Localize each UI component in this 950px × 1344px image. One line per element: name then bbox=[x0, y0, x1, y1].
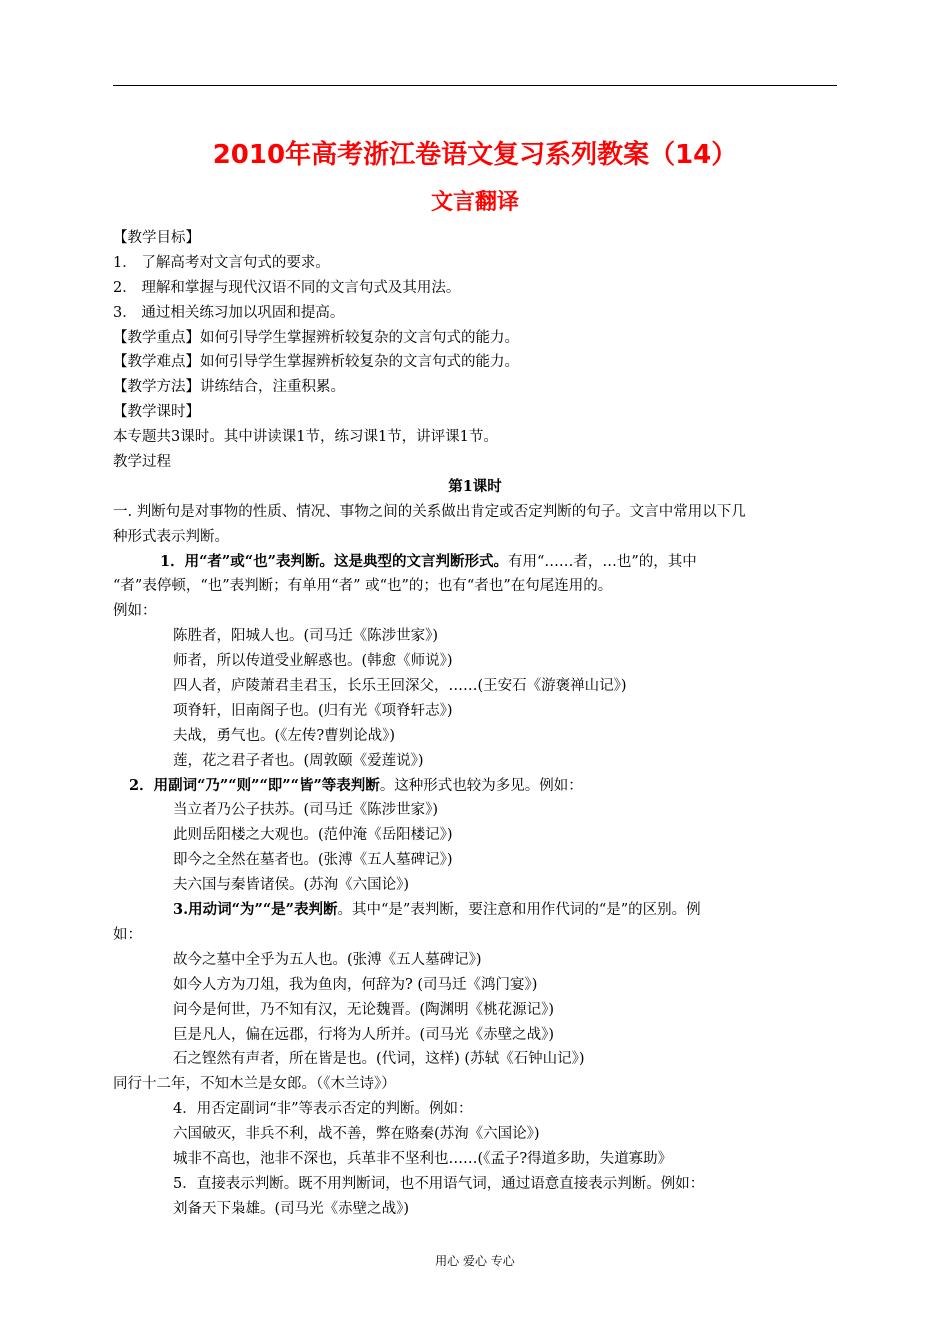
normal-text: 。其中“是”表判断，要注意和用作代词的“是”的区别。例 bbox=[337, 902, 701, 919]
page-footer: 用心 爱心 专心 bbox=[435, 1254, 515, 1268]
paragraph-line: 4．用否定副词“非”等表示否定的判断。例如： bbox=[173, 1101, 473, 1118]
paragraph-line: 【教学难点】如何引导学生掌握辨析较复杂的文言句式的能力。 bbox=[113, 354, 519, 371]
lesson-heading: 第1课时 bbox=[448, 477, 502, 495]
example-line: 四人者，庐陵萧君圭君玉，长乐王回深父，……(王安石《游褒禅山记》) bbox=[173, 678, 627, 695]
example-line: 如今人方为刀俎，我为鱼肉，何辞为? (司马迁《鸿门宴》) bbox=[173, 976, 538, 993]
document-title: 2010年高考浙江卷语文复习系列教案（14） bbox=[212, 140, 738, 170]
paragraph-line bbox=[113, 550, 837, 575]
example-line: 夫战，勇气也。(《左传?曹刿论战》) bbox=[173, 727, 396, 744]
example-line: 夫六国与秦皆诸侯。(苏洵《六国论》) bbox=[173, 877, 410, 894]
paragraph-line: 如： bbox=[113, 926, 142, 943]
paragraph-line: 教学过程 bbox=[113, 454, 171, 471]
paragraph-line: “者”表停顿，“也”表判断；有单用“者” 或“也”的；也有“者也”在句尾连用的。 bbox=[113, 578, 613, 595]
section-heading: 【教学课时】 bbox=[113, 404, 200, 421]
paragraph-line: 2． 理解和掌握与现代汉语不同的文言句式及其用法。 bbox=[113, 279, 461, 296]
example-line: 刘备天下枭雄。(司马光《赤壁之战》) bbox=[173, 1200, 410, 1217]
example-line: 师者，所以传道受业解惑也。(韩愈《师说》) bbox=[173, 653, 453, 670]
paragraph-line: 一. 判断句是对事物的性质、情况、事物之间的关系做出肯定或否定判断的句子。文言中常用以下几 bbox=[113, 503, 746, 520]
bold-text: 1．用“者”或“也”表判断。这是典型的文言判断形式。 bbox=[160, 552, 508, 570]
paragraph-line: 3． 通过相关练习加以巩固和提高。 bbox=[113, 304, 345, 321]
example-line: 城非不高也，池非不深也，兵革非不坚利也……(《孟子?得道多助，失道寡助》 bbox=[173, 1150, 673, 1167]
paragraph-line: 【教学重点】如何引导学生掌握辨析较复杂的文言句式的能力。 bbox=[113, 329, 519, 346]
example-line: 陈胜者，阳城人也。(司马迁《陈涉世家》) bbox=[173, 628, 439, 645]
paragraph-line: 1． 了解高考对文言句式的要求。 bbox=[113, 254, 330, 271]
bold-text: 2．用副词“乃”“则”“即”“皆”等表判断 bbox=[129, 776, 380, 794]
document-body bbox=[113, 226, 837, 1222]
example-line: 此则岳阳楼之大观也。(范仲淹《岳阳楼记》) bbox=[173, 827, 453, 844]
section-heading: 【教学目标】 bbox=[113, 230, 200, 246]
example-line: 当立者乃公子扶苏。(司马迁《陈涉世家》) bbox=[173, 802, 439, 819]
paragraph-line: 本专题共3课时。其中讲读课1节，练习课1节，讲评课1节。 bbox=[113, 429, 498, 446]
paragraph-line: 例如： bbox=[113, 603, 157, 620]
bold-text: 3.用动词“为”“是”表判断 bbox=[173, 901, 338, 919]
paragraph-line bbox=[113, 774, 837, 799]
example-line: 问今是何世，乃不知有汉，无论魏晋。(陶渊明《桃花源记》) bbox=[173, 1001, 555, 1018]
example-line: 即今之全然在墓者也。(张溥《五人墓碑记》) bbox=[173, 852, 453, 869]
example-line: 六国破灭，非兵不利，战不善，弊在赂秦(苏洵《六国论》) bbox=[173, 1126, 540, 1143]
example-line: 石之铿然有声者，所在皆是也。(代词，这样) (苏轼《石钟山记》) bbox=[173, 1051, 585, 1068]
normal-text: 。这种形式也较为多见。例如： bbox=[379, 777, 583, 794]
document-subtitle: 文言翻译 bbox=[430, 190, 519, 215]
example-line: 同行十二年，不知木兰是女郎。（《木兰诗》） bbox=[113, 1076, 396, 1093]
example-line: 莲，花之君子者也。(周敦颐《爱莲说》) bbox=[173, 752, 424, 769]
example-line: 故今之墓中全乎为五人也。(张溥《五人墓碑记》) bbox=[173, 951, 482, 968]
paragraph-line: 5．直接表示判断。既不用判断词，也不用语气词，通过语意直接表示判断。例如： bbox=[173, 1175, 705, 1192]
example-line: 巨是凡人，偏在远郡，行将为人所并。(司马光《赤壁之战》) bbox=[173, 1026, 555, 1043]
paragraph-line bbox=[113, 898, 837, 923]
example-line: 项脊轩，旧南阁子也。(归有光《项脊轩志》) bbox=[173, 702, 453, 719]
paragraph-line: 【教学方法】讲练结合，注重积累。 bbox=[113, 379, 345, 396]
normal-text: 有用“……者，…也”的，其中 bbox=[507, 553, 697, 570]
paragraph-line: 种形式表示判断。 bbox=[113, 528, 229, 545]
header-rule bbox=[113, 85, 837, 86]
